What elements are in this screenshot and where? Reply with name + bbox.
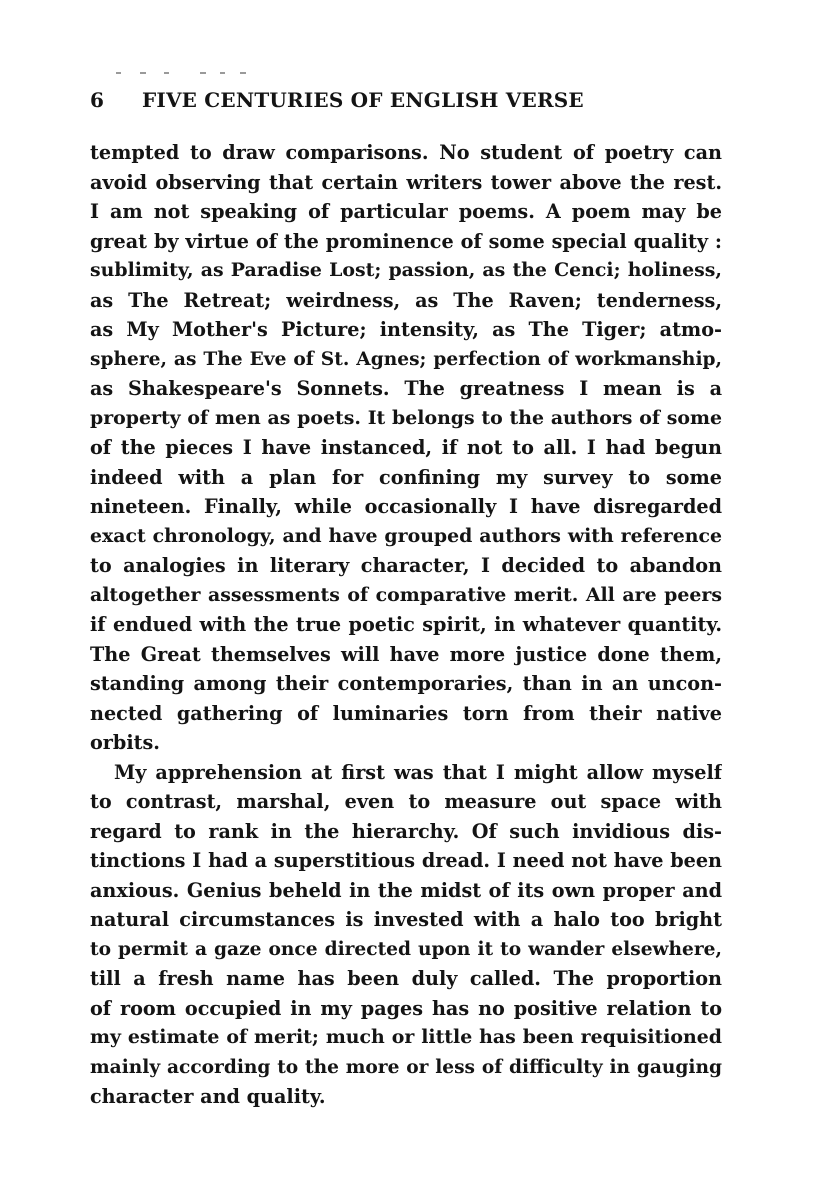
text-line: altogether assessments of comparative merit. All are peers bbox=[90, 583, 722, 606]
text-line: great by virtue of the prominence of some special quality : bbox=[90, 229, 722, 253]
text-line: I am not speaking of particular poems. A poem may be bbox=[90, 200, 722, 223]
text-line: The Great themselves will have more justice done them, bbox=[90, 642, 722, 666]
paragraph-end-line: orbits. bbox=[90, 731, 160, 754]
text-line: tinctions I had a superstitious dread. I need not have been bbox=[90, 849, 722, 872]
text-line: to permit a gaze once directed upon it to wander elsewhere, bbox=[90, 938, 722, 960]
text-line: sphere, as The Eve of St. Agnes; perfection of workmanship, bbox=[90, 348, 722, 370]
text-line: natural circumstances is invested with a halo too bright bbox=[90, 908, 722, 931]
text-line: sublimity, as Paradise Lost; passion, as the Cenci; holiness, bbox=[90, 259, 722, 281]
body-text bbox=[90, 138, 722, 1112]
running-title: FIVE CENTURIES OF ENGLISH VERSE bbox=[142, 88, 584, 112]
printer-marks bbox=[116, 70, 266, 76]
text-line: nineteen. Finally, while occasionally I have disregarded bbox=[90, 495, 722, 518]
text-line: tempted to draw comparisons. No student of poetry can bbox=[90, 141, 722, 164]
paragraph-end-line: character and quality. bbox=[90, 1085, 326, 1108]
text-line: as Shakespeare's Sonnets. The greatness I mean is a bbox=[90, 377, 722, 400]
text-line: as My Mother's Picture; intensity, as The Tiger; atmo- bbox=[90, 318, 722, 341]
text-line: property of men as poets. It belongs to the authors of some bbox=[90, 406, 722, 429]
text-line: indeed with a plan for confining my survey to some bbox=[90, 465, 722, 489]
running-head bbox=[90, 88, 722, 118]
text-line: as The Retreat; weirdness, as The Raven; tenderness, bbox=[90, 288, 722, 312]
text-line: avoid observing that certain writers tower above the rest. bbox=[90, 170, 722, 194]
text-line: standing among their contemporaries, than in an uncon- bbox=[90, 672, 722, 695]
text-line: anxious. Genius beheld in the midst of its own proper and bbox=[90, 878, 722, 902]
text-line: to analogies in literary character, I decided to abandon bbox=[90, 554, 722, 577]
text-line: mainly according to the more or less of difficulty in gauging bbox=[90, 1056, 722, 1078]
text-line: nected gathering of luminaries torn from their native bbox=[90, 701, 722, 725]
text-line: exact chronology, and have grouped authors with reference bbox=[90, 524, 722, 547]
text-line: of the pieces I have instanced, if not to all. I had begun bbox=[90, 436, 722, 459]
text-line: my estimate of merit; much or little has been requisitioned bbox=[90, 1026, 722, 1048]
text-line: if endued with the true poetic spirit, in whatever quantity. bbox=[90, 613, 722, 636]
text-line: of room occupied in my pages has no positive relation to bbox=[90, 996, 722, 1020]
text-line: to contrast, marshal, even to measure out space with bbox=[90, 790, 722, 813]
text-line: regard to rank in the hierarchy. Of such invidious dis- bbox=[90, 819, 722, 843]
text-line: till a fresh name has been duly called. The proportion bbox=[90, 967, 722, 990]
page-number: 6 bbox=[90, 88, 105, 112]
paragraph-start-line: My apprehension at first was that I might allow myself bbox=[114, 760, 722, 784]
